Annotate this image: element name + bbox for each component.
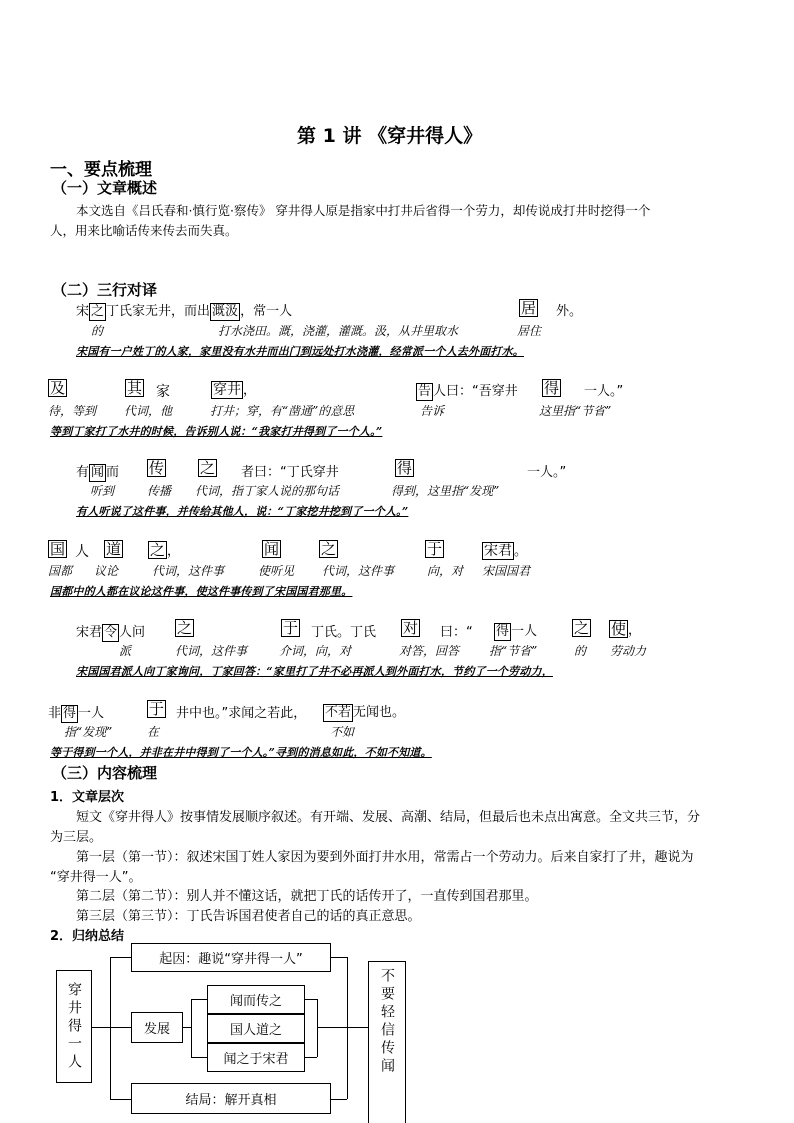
gloss: 不如 bbox=[330, 725, 355, 739]
overview-text-line2: 人，用来比喻话传来传去而失真。 bbox=[50, 223, 238, 238]
gloss: 打井；穿，有“凿通”的意思 bbox=[210, 404, 355, 418]
connector bbox=[317, 1027, 347, 1028]
structure-text: 短文《穿井得人》按事情发展顺序叙述。有开端、发展、高潮、结局，但最后也未点出寓意。全文共三节，分 bbox=[76, 810, 701, 825]
diagram-step-box: 闻而传之 bbox=[207, 985, 305, 1014]
structure-text: 第一层（第一节）：叙述宋国丁姓人家因为要到外面打井水用，常需占一个劳动力。后来自家打了井，趣说为 bbox=[76, 850, 694, 865]
connector bbox=[110, 957, 131, 958]
gloss: 议论 bbox=[94, 564, 119, 578]
original-line: 告 人曰：“吾穿井 bbox=[418, 384, 518, 399]
key-word: 及 bbox=[50, 379, 66, 397]
gloss: 的 bbox=[574, 644, 587, 658]
key-word: 之 bbox=[574, 619, 590, 637]
key-word: 之 bbox=[321, 540, 337, 558]
gloss: 告诉 bbox=[420, 404, 445, 418]
key-word: 道 bbox=[106, 540, 122, 558]
structure-text: 为三层。 bbox=[50, 830, 103, 845]
subsection-heading: （三）内容梳理 bbox=[52, 764, 158, 782]
gloss: 国都 bbox=[48, 564, 73, 578]
original-text: 一人。” bbox=[584, 384, 624, 399]
connector bbox=[331, 957, 347, 958]
overview-text-line1: 本文选自《吕氏春和·慎行览·察传》 穿井得人原是指家中打井后省得一个劳力，却传说成打井时挖得一个 bbox=[76, 203, 651, 218]
gloss: 指“节省” bbox=[489, 644, 538, 658]
gloss: 使听见 bbox=[258, 564, 295, 578]
key-word: 宋君 。 bbox=[484, 543, 528, 559]
gloss: 得到，这里指“发现” bbox=[391, 484, 500, 498]
diagram-right-box: 不要轻信传闻 bbox=[368, 961, 406, 1123]
connector bbox=[305, 999, 317, 1000]
key-word: 溉汲 bbox=[212, 304, 239, 319]
original-line: 非 得 一人 bbox=[48, 706, 105, 721]
gloss: 代词，这件事 bbox=[175, 644, 248, 658]
original-text: 丁氏。丁氏 bbox=[311, 625, 377, 640]
gloss: 代词，这件事 bbox=[152, 564, 225, 578]
connector bbox=[110, 957, 111, 1099]
connector bbox=[110, 1099, 131, 1100]
key-word: 居 bbox=[521, 299, 537, 317]
diagram-step-box: 国人道之 bbox=[207, 1014, 305, 1043]
original-text: 一人。” bbox=[527, 465, 567, 480]
key-word: 传 bbox=[149, 459, 165, 477]
diagram-result-box: 结局：解开真相 bbox=[131, 1083, 331, 1114]
original-text: 井中也。”求闻之若此， bbox=[176, 706, 307, 721]
point-heading: 1．文章层次 bbox=[50, 790, 125, 805]
original-text: 曰：“ bbox=[440, 625, 473, 640]
key-word: 对 bbox=[403, 619, 419, 637]
key-word: 得 bbox=[544, 379, 560, 397]
original-text: 外。 bbox=[556, 304, 583, 319]
connector bbox=[110, 1027, 131, 1028]
connector bbox=[191, 1057, 207, 1058]
subsection-heading: （二）三行对译 bbox=[52, 281, 158, 299]
connector bbox=[183, 1027, 191, 1028]
original-line: 有 闻 而 bbox=[76, 465, 120, 480]
key-word: 国 bbox=[50, 540, 66, 558]
gloss: 的 bbox=[91, 324, 104, 338]
original-line: 宋 之 丁氏家无井，而出 溉汲 ，常一人 bbox=[76, 304, 293, 319]
gloss: 介词，向，对 bbox=[279, 644, 352, 658]
structure-text: 第三层（第三节）：丁氏告诉国君使者自己的话的真正意思。 bbox=[76, 909, 421, 924]
diagram-step-box: 闻之于宋君 bbox=[207, 1043, 305, 1072]
key-word: 之 bbox=[91, 304, 105, 319]
translation: 等到丁家打了水井的时候，告诉别人说：“我家打井得到了一个人。” bbox=[50, 425, 383, 438]
diagram-left-box: 穿井得一人 bbox=[56, 970, 92, 1083]
connector bbox=[92, 1027, 110, 1028]
subsection-heading: （一）文章概述 bbox=[52, 179, 158, 197]
gloss: 派 bbox=[119, 644, 132, 658]
gloss: 待，等到 bbox=[48, 404, 97, 418]
gloss: 宋国国君 bbox=[482, 564, 531, 578]
key-word: 得 一人 bbox=[496, 624, 538, 639]
original-text: 家 bbox=[156, 384, 170, 400]
translation: 等于得到一个人，并非在井中得到了一个人。”寻到的消息如此，不如不知道。 bbox=[50, 746, 432, 759]
page-title: 第 1 讲 《穿井得人》 bbox=[297, 125, 483, 147]
key-word: 闻 bbox=[264, 540, 280, 558]
key-word: 之 bbox=[200, 459, 216, 477]
translation: 宋国国君派人向丁家询问，丁家回答：“家里打了井不必再派人到外面打水，节约了一个劳动力， bbox=[76, 665, 553, 678]
key-word: 之 ， bbox=[150, 541, 181, 559]
gloss: 代词，他 bbox=[124, 404, 173, 418]
gloss: 向，对 bbox=[427, 564, 464, 578]
connector bbox=[317, 999, 318, 1057]
section-heading: 一、要点梳理 bbox=[50, 160, 152, 180]
gloss: 在 bbox=[147, 725, 160, 739]
original-line: 宋君 令 人问 bbox=[76, 625, 146, 640]
connector bbox=[331, 1099, 347, 1100]
gloss: 劳动力 bbox=[610, 644, 647, 658]
translation: 国都中的人都在议论这件事，使这件事传到了宋国国君那里。 bbox=[50, 585, 353, 598]
connector bbox=[347, 957, 348, 1099]
key-word: 于 bbox=[283, 619, 299, 637]
structure-text: “穿井得一人”。 bbox=[50, 870, 142, 885]
connector bbox=[305, 1057, 317, 1058]
gloss: 打水浇田。溉，浇灌，灌溉。汲，从井里取水 bbox=[218, 324, 459, 338]
key-word: 其 bbox=[127, 379, 143, 397]
gloss: 这里指“节省” bbox=[539, 404, 612, 418]
structure-text: 第二层（第二节）：别人并不懂这话，就把丁氏的话传开了，一直传到国君那里。 bbox=[76, 889, 538, 904]
gloss: 听到 bbox=[90, 484, 115, 498]
gloss: 对答，回答 bbox=[399, 644, 460, 658]
connector bbox=[347, 1027, 368, 1028]
key-word: 使 ， bbox=[611, 620, 642, 638]
gloss: 代词，这件事 bbox=[322, 564, 395, 578]
translation: 宋国有一户姓丁的人家，家里没有水井而出门到远处打水浇灌，经常派一个人去外面打水。 bbox=[76, 345, 524, 358]
connector bbox=[191, 999, 192, 1057]
key-word: 于 bbox=[427, 540, 443, 558]
key-word: 之 bbox=[177, 619, 193, 637]
original-text: 人 bbox=[75, 544, 89, 560]
diagram-cause-box: 起因：趣说“穿井得一人” bbox=[131, 943, 331, 972]
gloss: 代词，指丁家人说的那句话 bbox=[195, 484, 340, 498]
key-word: 不若 无闻也。 bbox=[325, 705, 406, 720]
translation: 有人听说了这件事，并传给其他人，说：“丁家挖井挖到了一个人。” bbox=[76, 505, 409, 518]
gloss: 居住 bbox=[517, 324, 542, 338]
original-text: 者曰：“丁氏穿井 bbox=[241, 465, 339, 480]
key-word: 于 bbox=[149, 700, 165, 718]
key-word: 得 bbox=[397, 459, 413, 477]
point-heading: 2．归纳总结 bbox=[50, 929, 125, 944]
diagram-develop-box: 发展 bbox=[131, 1012, 183, 1043]
gloss: 传播 bbox=[147, 484, 172, 498]
key-word: 穿井 ， bbox=[213, 382, 257, 398]
gloss: 指“发现” bbox=[64, 725, 113, 739]
connector bbox=[191, 999, 207, 1000]
